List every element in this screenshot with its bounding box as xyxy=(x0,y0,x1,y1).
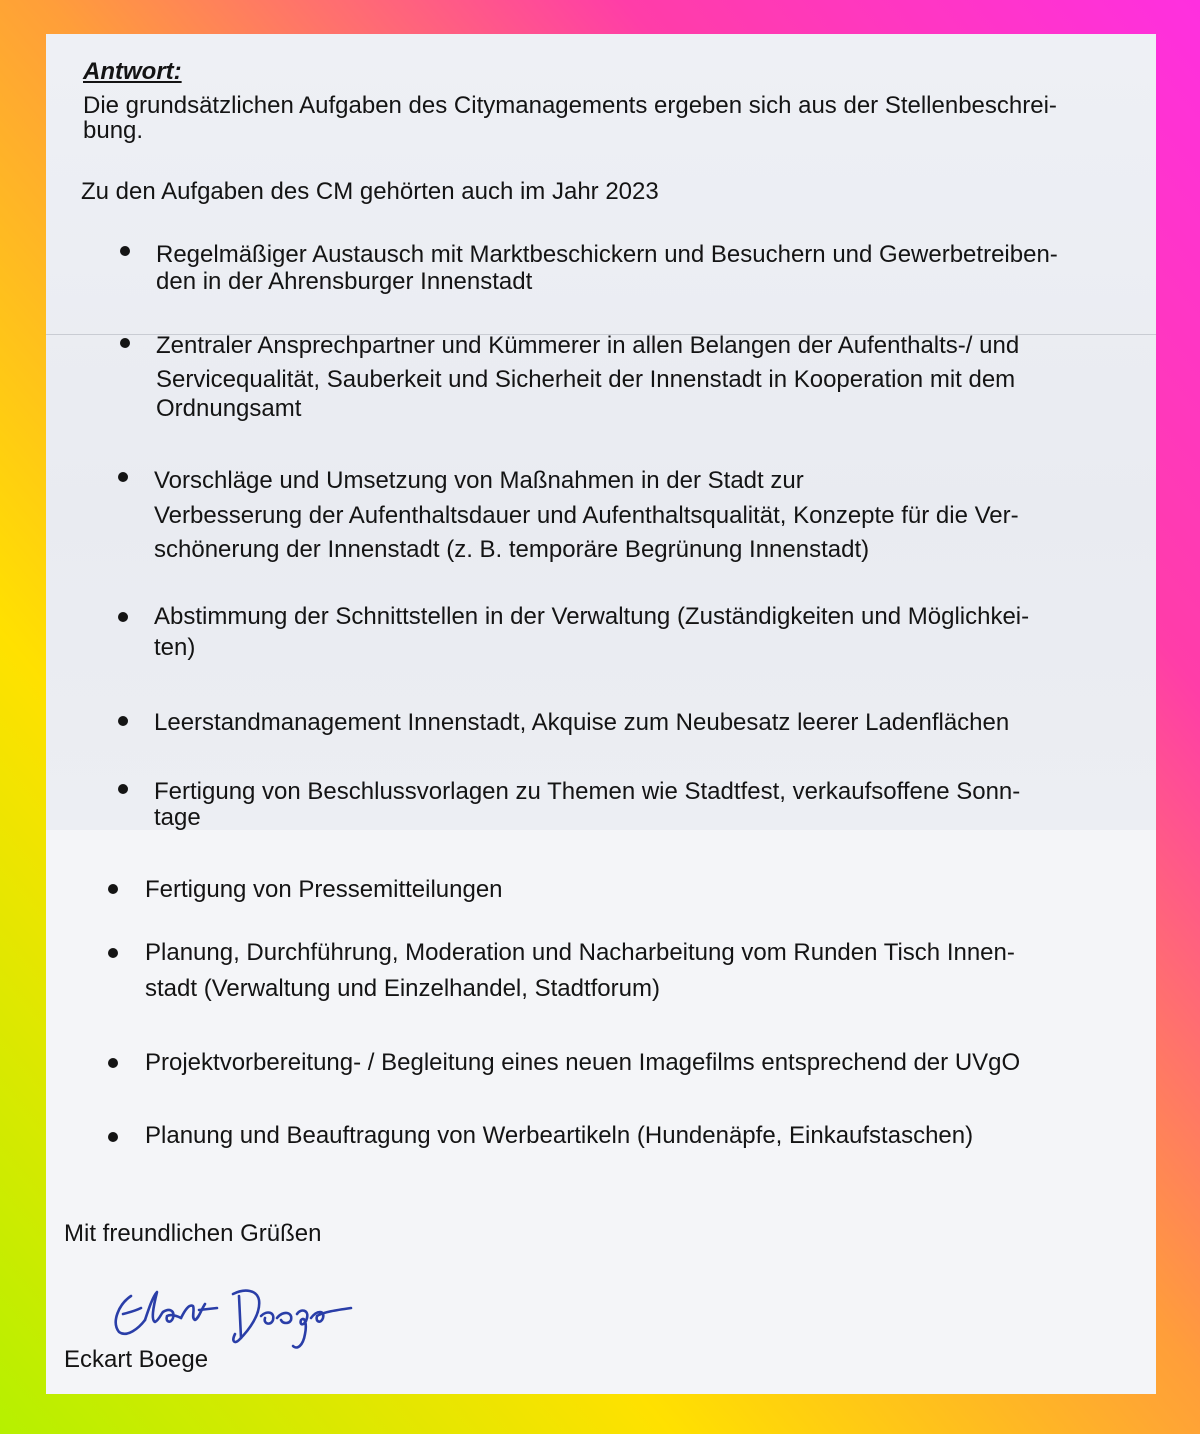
item-4-line-2: ten) xyxy=(154,634,196,661)
answer-heading: Antwort: xyxy=(83,58,182,85)
bullet-icon xyxy=(118,716,128,726)
item-4-line-1: Abstimmung der Schnittstellen in der Verwaltung (Zuständigkeiten und Möglichkei- xyxy=(154,603,1030,630)
intro-line-1: Die grundsätzlichen Aufgaben des Citymanagements ergeben sich aus der Stellenbeschrei- xyxy=(83,92,1057,119)
bullet-icon xyxy=(108,1058,118,1068)
item-2-line-2: Servicequalität, Sauberkeit und Sicherheit der Innenstadt in Kooperation mit dem xyxy=(156,366,1016,393)
bullet-icon xyxy=(118,472,128,482)
item-2-line-1: Zentraler Ansprechpartner und Kümmerer in allen Belangen der Aufenthalts-/ und xyxy=(156,332,1020,359)
item-1-line-2: den in der Ahrensburger Innenstadt xyxy=(156,268,533,295)
item-6-line-2: tage xyxy=(154,804,201,831)
item-9-line-1: Projektvorbereitung- / Begleitung eines neuen Imagefilms entsprechend der UVgO xyxy=(145,1049,1021,1076)
bullet-icon xyxy=(108,1132,118,1142)
item-3-line-3: schönerung der Innenstadt (z. B. temporäre Begrünung Innenstadt) xyxy=(154,536,870,563)
item-1-line-1: Regelmäßiger Austausch mit Marktbeschickern und Besuchern und Gewerbetreiben- xyxy=(156,241,1058,268)
intro-line-2: bung. xyxy=(83,117,144,144)
item-3-line-2: Verbesserung der Aufenthaltsdauer und Aufenthaltsqualität, Konzepte für die Ver- xyxy=(154,502,1019,529)
signer-name: Eckart Boege xyxy=(64,1346,209,1373)
item-8-line-1: Planung, Durchführung, Moderation und Nacharbeitung vom Runden Tisch Innen- xyxy=(145,939,1015,966)
item-7-line-1: Fertigung von Pressemitteilungen xyxy=(145,876,503,903)
item-8-line-2: stadt (Verwaltung und Einzelhandel, Stadtforum) xyxy=(145,975,660,1002)
bullet-icon xyxy=(120,338,130,348)
bullet-icon xyxy=(108,884,118,894)
item-10-line-1: Planung und Beauftragung von Werbeartikeln (Hundenäpfe, Einkaufstaschen) xyxy=(145,1122,974,1149)
bullet-icon xyxy=(120,246,130,256)
bullet-icon xyxy=(118,784,128,794)
tasks-lead: Zu den Aufgaben des CM gehörten auch im Jahr 2023 xyxy=(81,178,659,205)
item-6-line-1: Fertigung von Beschlussvorlagen zu Themen wie Stadtfest, verkaufsoffene Sonn- xyxy=(154,778,1021,805)
item-5-line-1: Leerstandmanagement Innenstadt, Akquise zum Neubesatz leerer Ladenflächen xyxy=(154,709,1010,736)
closing-greeting: Mit freundlichen Grüßen xyxy=(64,1220,322,1247)
item-3-line-1: Vorschläge und Umsetzung von Maßnahmen in der Stadt zur xyxy=(154,467,804,494)
bullet-icon xyxy=(118,612,128,622)
letter-page xyxy=(46,34,1156,1394)
bullet-icon xyxy=(108,948,118,958)
item-2-line-3: Ordnungsamt xyxy=(156,395,302,422)
